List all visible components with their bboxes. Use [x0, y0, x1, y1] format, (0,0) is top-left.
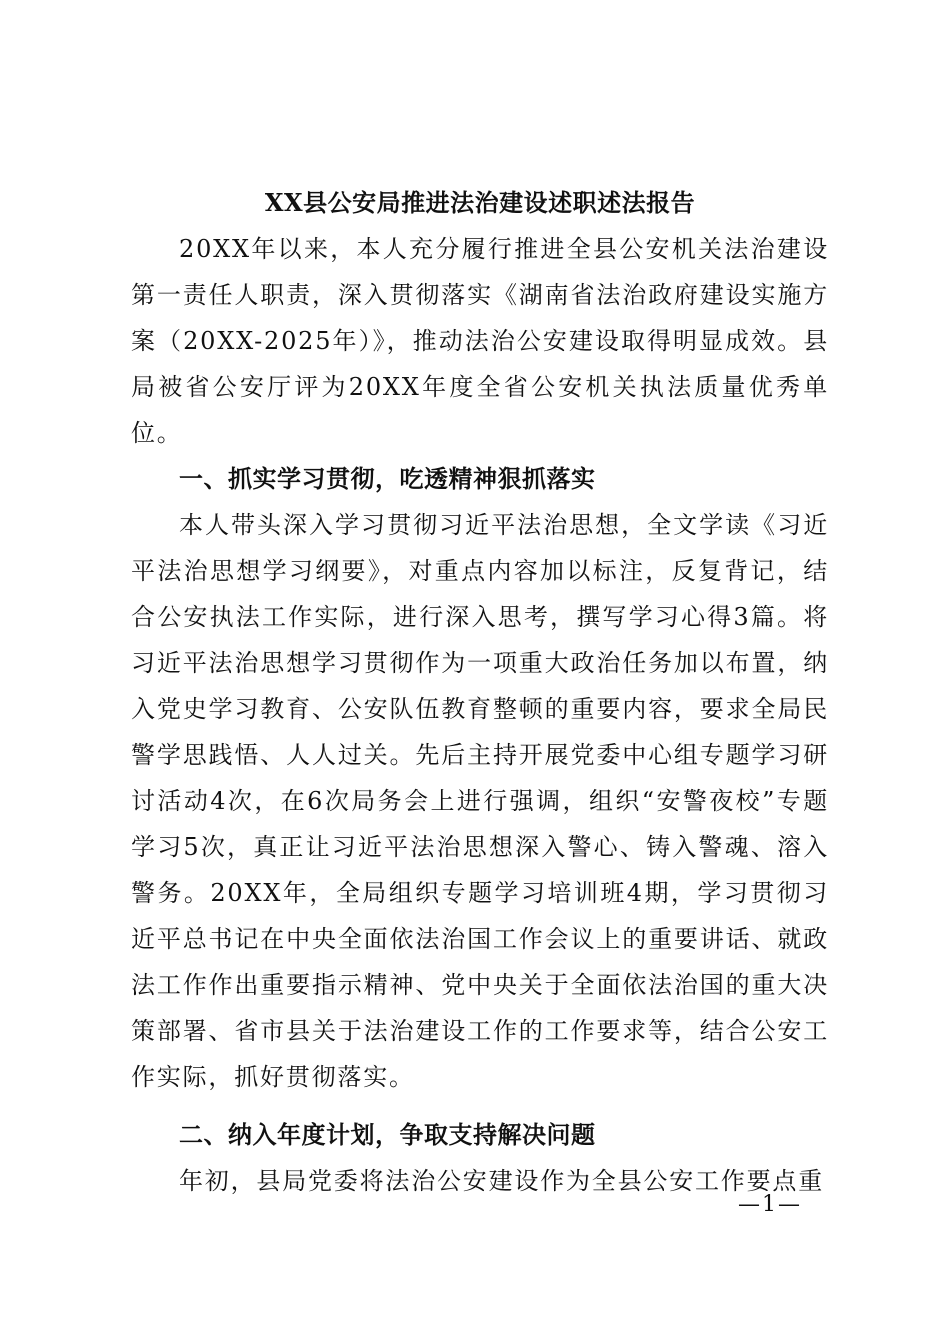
section-2-heading: 二、纳入年度计划，争取支持解决问题 [179, 1121, 596, 1149]
section-2-paragraph: 年初，县局党委将法治公安建设作为全县公安工作要点重 [179, 1167, 824, 1195]
document-body [131, 180, 829, 1204]
section-1-paragraph: 本人带头深入学习贯彻习近平法治思想，全文学读《习近平法治思想学习纲要》，对重点内容加以标注，反复背记，结合公安执法工作实际，进行深入思考，撰写学习心得3篇。将习近平法治思想学习贯彻作为一项重大政治任务加以布置，纳入党史学习教育、公安队伍教育整顿的重要内容，要求全局民警学思践悟、人人过关。先后主持开展党委中心组专题学习研讨活动4次，在6次局务会上进行强调，组织“安警夜校”专题学习5次，真正让习近平法治思想深入警心、铸入警魂、溶入警务。20XX年，全局组织专题学习培训班4期，学习贯彻习近平总书记在中央全面依法治国工作会议上的重要讲话、就政法工作作出重要指示精神、党中央关于全面依法治国的重大决策部署、省市县关于法治建设工作的工作要求等，结合公安工作实际，抓好贯彻落实。 [131, 511, 829, 1091]
section-1-heading: 一、抓实学习贯彻，吃透精神狠抓落实 [179, 465, 596, 493]
document-title: XX县公安局推进法治建设述职述法报告 [264, 188, 696, 217]
page-number: —1— [738, 1192, 802, 1217]
intro-paragraph: 20XX年以来，本人充分履行推进全县公安机关法治建设第一责任人职责，深入贯彻落实《湖南省法治政府建设实施方案（20XX-2025年）》，推动法治公安建设取得明显成效。县局被省公安厅评为20XX年度全省公安机关执法质量优秀单位。 [131, 235, 829, 447]
